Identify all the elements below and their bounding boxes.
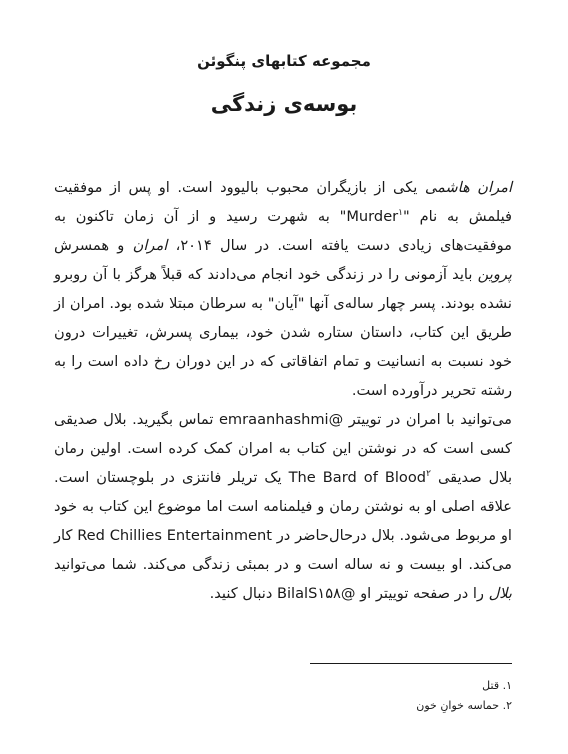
footnote-divider [310, 663, 512, 664]
bio-text: یک تریلر فانتزی در بلوچستان است. علاقه اصلی او به نوشتن رمان و فیلمنامه است اما موضوع این کتاب به خود او مربوط می‌شود. بلال درحال‌حاضر در Red Chillies Entertainment کار می‌کند. او بیست و نه ساله است و در بمبئی زندگی می‌کند. شما می‌توانید [54, 469, 512, 573]
coauthor-name-emphasis: بلال [488, 585, 512, 602]
footnote-marker-2: ۲ [426, 469, 431, 480]
bio-paragraph-1 [54, 173, 512, 405]
author-bio [54, 173, 512, 608]
bio-paragraph-2 [54, 405, 512, 608]
book-title: بوسه‌ی زندگی [210, 92, 358, 116]
series-title: مجموعه کتابهای پنگوئن [197, 52, 371, 70]
spouse-name-emphasis: پروین [477, 266, 512, 283]
bio-text: و همسرش [54, 237, 133, 254]
bio-text: می‌توانید با امران در توییتر @emraanhashmi تماس بگیرید. بلال صدیقی کسی است که در نوشتن این کتاب به امران کمک کرده است. اولین رمان بلال صدیقی The Bard of Blood [54, 411, 513, 486]
footnote-marker-1: ۱ [398, 208, 404, 219]
bio-text: را در صفحه توییتر او @BilalS۱۵۸ دنبال کنید. [209, 585, 489, 602]
bio-text: " به شهرت رسید و از آن زمان تاکنون به موفقیت‌های زیادی دست یافته است. در سال ۲۰۱۴، [54, 208, 512, 254]
footnote-1: ۱. قتل [482, 679, 512, 692]
bio-text: باید آزمونی را در زندگی خود انجام می‌دادند که قبلاً هرگز با آن روبرو نشده بودند. پسر چهار ساله‌ی آنها "آیان" به سرطان مبتلا شده بود. امران از طریق این کتاب، داستان ستاره شدن خود، بیماری پسرش، تغییرات درون خود نسبت به انسانیت و تمام اتفاقاتی که در این دوران رخ داده است را به رشته تحریر درآورده است. [54, 266, 512, 399]
name-emphasis: امران [132, 237, 168, 254]
footnote-2: ۲. حماسه خوانِ خون [416, 699, 512, 712]
footnotes [212, 676, 512, 716]
bio-text: یکی از بازیگران محبوب بالیوود است. او پس از موفقیت فیلمش به نام "Murder [54, 179, 512, 225]
author-name-emphasis: امران هاشمی [424, 179, 512, 196]
